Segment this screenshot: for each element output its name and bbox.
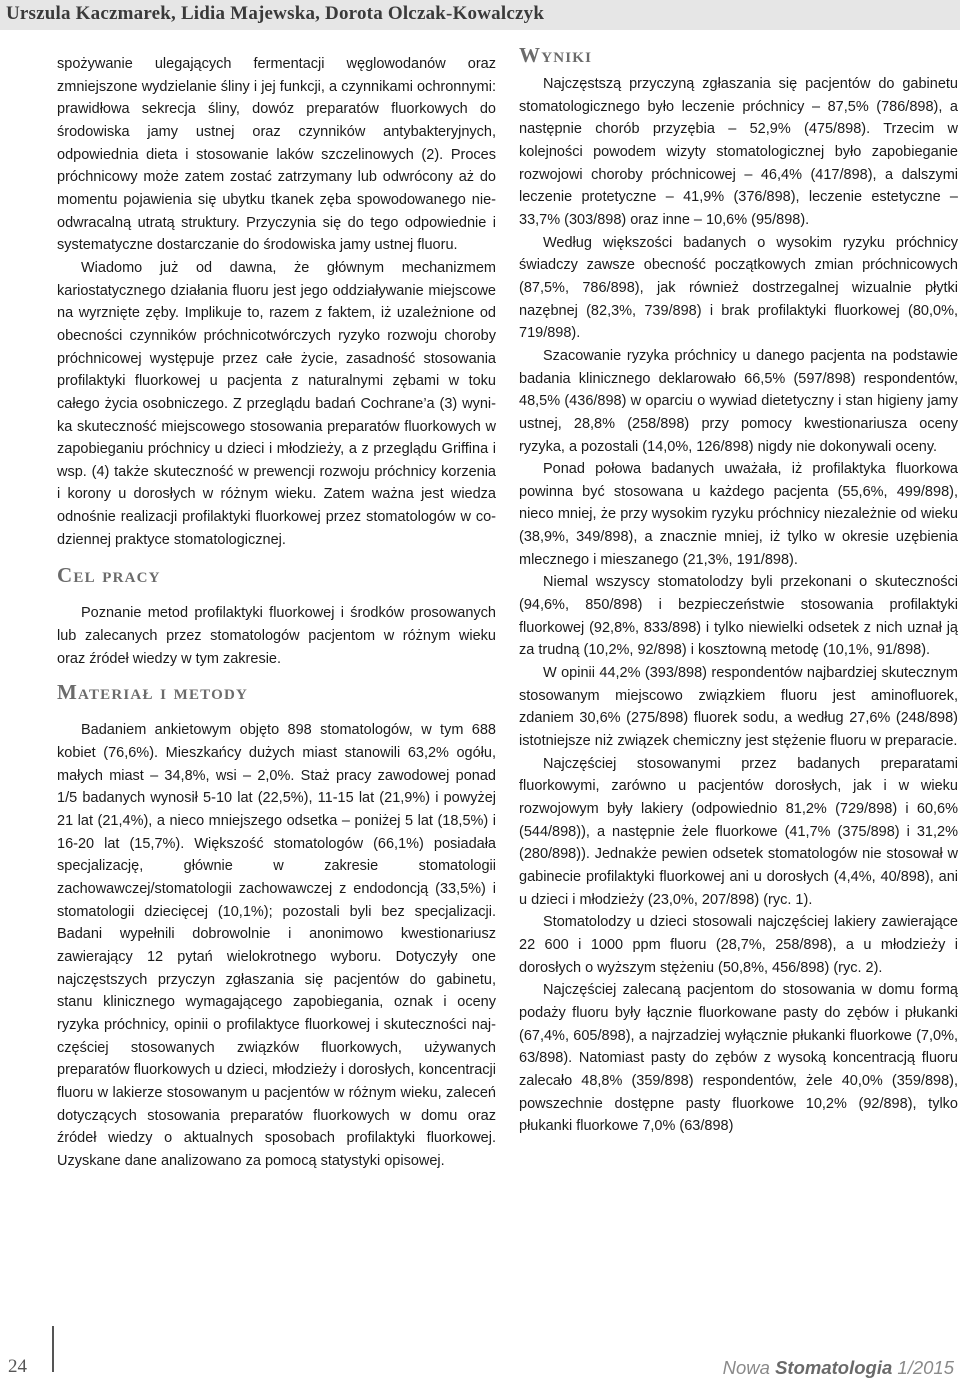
page-number: 24 xyxy=(8,1356,27,1377)
body-paragraph: spożywanie ulegających fermentacji węglowodanów oraz zmniejszone wydzielanie śliny i jej funkcji, a czynnikami ochronnymi: prawidłowa sekrecja śliny, dowóz preparatów fluorkowych do środowiska jamy ustnej oraz czynników antybakteryjnych, odpowiednia dieta i stosowanie laków szczelinowych (2). Proces próchnicowy może zatem zostać zatrzymany lub odwrócony aż do momentu pojawienia się ubytku tkanek zęba spowodowanego nieodwracalną utratą struktury. Przyczynia się do tego odpowiednie i systematyczne dostarczanie do środowiska jamy ustnej fluoru. xyxy=(57,56,496,254)
body-paragraph: Niemal wszyscy stomatolodzy byli przekonani o skuteczności (94,6%, 850/898) i bezpieczeństwie stosowania profilaktyki fluorkowej (92,8%, 833/898) i tylko niewielki odsetek z nich uznał ją za trudną (10,2%, 92/898) i kosztowną metodę (10,1%, 91/898). xyxy=(519,574,958,659)
body-paragraph: Najczęściej zalecaną pacjentom do stosowania w domu formą podaży fluoru były łącznie fluorkowane pasty do zębów i płukanki (67,4%, 605/898), a najrzadziej wyłącznie płukanki fluorkowe (7,0%, 63/898). Natomiast pasty do zębów z wysoką koncentracją fluoru zalecało 48,8% (359/898) respondentów, żele 40,0% (359/898), powszechnie dostępne pasty fluorkowe 10,2% (92/898), tylko płukanki fluorkowe 7,0% (63/898) xyxy=(519,982,958,1135)
body-paragraph: Wiadomo już od dawna, że głównym mechanizmem kariostatycznego działania fluoru jest jego oddziaływanie miejscowe na wyrznięte zęby. Implikuje to, razem z faktem, iż uzależnione od obecności czynników próchnicotwórczych ryzyko rozwoju choroby próchnicowej występuje przez całe życie, zasadność stosowania profilaktyki fluorkowej u pacjenta z naturalnymi zębami w toku całego życia osobniczego. Z przeglądu badań Cochrane’a (3) wynika skuteczność miejscowego stosowania preparatów fluorkowych w zapobieganiu próchnicy u dzieci i młodzieży, a z przeglądu Griffina i wsp. (4) także skuteczność w prewencji rozwoju próchnicy korzenia i korony u dorosłych w różnym wieku. Zatem ważna jest wiedza odnośnie realizacji profilaktyki fluorkowej przez stomatologów w codziennej praktyce stomatologicznej. xyxy=(57,259,496,548)
body-paragraph: Stomatolodzy u dzieci stosowali najczęściej lakiery zawierające 22 600 i 1000 ppm fluoru (28,7%, 258/898), a u młodzieży i dorosłych o wyższym stężeniu (50,8%, 456/898) (ryc. 2). xyxy=(519,914,958,976)
body-paragraph: W opinii 44,2% (393/898) respondentów najbardziej skutecznym stosowanym miejscowo związkiem fluoru jest aminofluorek, zdaniem 30,6% (275/898) fluorek sodu, a według 27,6% (248/898) istotniejsze niż związek chemiczny jest stężenie fluoru w preparacie. xyxy=(519,665,958,750)
left-column xyxy=(57,53,496,1173)
footer-divider xyxy=(52,1326,54,1372)
body-paragraph: Ponad połowa badanych uważała, iż profilaktyka fluorkowa powinna być stosowana u każdego pacjenta (55,6%, 499/898), nieco mniej, że przy wysokim ryzyku próchnicy niezależnie od wieku (38,9%, 349/898), a znacznie mniej, iż tylko w okresie uzębienia mlecznego i mieszanego (21,3%, 191/898). xyxy=(519,461,958,568)
body-paragraph: Najczęściej stosowanymi przez badanych preparatami fluorkowymi, zarówno u pacjentów dorosłych, jak i w wieku rozwojowym były lakiery (odpowiednio 81,2% (729/898) i 60,6% (544/898)), a następnie żele fluorkowe (41,7% (375/898) i 31,2% (280/898)). Jednakże pewien odsetek stomatologów nie stosował w gabinecie profilaktyki fluorkowej ani u dorosłych (4,4%, 40/898), ani u dzieci i młodzieży (23,0%, 207/898) (ryc. 1). xyxy=(519,755,958,908)
body-paragraph: Najczęstszą przyczyną zgłaszania się pacjentów do gabinetu stomatologicznego było leczenie próchnicy – 87,5% (786/898), a następnie chorób przyzębia – 52,9% (475/898). Trzecim w kolejności powodem wizyty stomatologicznej było zapobieganie rozwojowi choroby próchnicowej – 46,4% (417/898), a dalszymi leczenie protetyczne – 41,9% (376/898), leczenie estetyczne – 33,7% (303/898) oraz inne – 10,6% (95/898). xyxy=(519,76,958,228)
body-paragraph: Według większości badanych o wysokim ryzyku próchnicy świadczy zawsze obecność początkowych zmian próchnicowych (87,5%, 786/898), jak również dostrzegalnej wizualnie płytki nazębnej (82,3%, 739/898) i brak profilaktyki fluorkowej (80,0%, 719/898). xyxy=(519,234,958,342)
body-paragraph: Badaniem ankietowym objęto 898 stomatologów, w tym 688 kobiet (76,6%). Mieszkańcy dużych miast stanowili 63,2% ogółu, małych miast – 34,8%, wsi – 2,0%. Staż pracy zawodowej ponad 1/5 badanych wynosił 5-10 lat (22,5%), 11-15 lat (21,9%) i powyżej 21 lat (21,4%), a nieco mniejszego odsetka – poniżej 5 lat (18,5%) i 16-20 lat (15,7%). Większość stomatologów (66,1%) posiadała specjalizację, głównie w zakresie stomatologii zachowawczej/stomatologii zachowawczej z endodoncją (33,5%) i stomatologii dziecięcej (10,1%); pozostali byli bez specjalizacji. Badani wypełnili dobrowolnie i anonimowo kwestionariusz zawierający 12 pytań wielokrotnego wyboru. Dotyczyły one najczęstszych przyczyn zgłaszania się pacjentów do gabinetu, stanu klinicznego wymagającego zapobiegania, oznak i oceny ryzyka próchnicy, opinii o profilaktyce fluorkowej i skuteczności najczęściej stosowanych związków fluorkowych, używanych preparatów fluorkowych u dzieci, młodzieży i dorosłych, koncentracji fluoru w lakierze stosowanym u pacjentów w różnym wieku, zaleceń dotyczących stosowania preparatów fluorkowych w domu oraz źródeł wiedzy o aktualnych sposobach profilaktyki fluorkowej. Uzyskane dane analizowano za pomocą statystyki opisowej. xyxy=(57,722,496,1169)
body-paragraph: Poznanie metod profilaktyki fluorkowej i środków prosowanych lub zalecanych przez stomatologów pacjentom w różnym wieku oraz źródeł wiedzy w tym zakresie. xyxy=(57,605,496,667)
body-paragraph: Szacowanie ryzyka próchnicy u danego pacjenta na podstawie badania klinicznego deklarowało 66,5% (597/898) respondentów, 48,5% (436/898) w oparciu o wywiad dietetyczny i stan higieny jamy ustnej, 28,8% (258/898) przy pomocy kwestionariusza oceny ryzyka, a pozostali (14,0%, 126/898) nigdy nie dokonywali oceny. xyxy=(519,347,958,455)
header-authors: Urszula Kaczmarek, Lidia Majewska, Dorota Olczak-Kowalczyk xyxy=(6,3,545,24)
running-header xyxy=(0,0,960,30)
section-heading-cel-pracy: Cel pracy xyxy=(57,563,161,588)
journal-name: Nowa xyxy=(722,1357,776,1378)
right-column xyxy=(519,73,958,1138)
journal-footer xyxy=(723,1357,954,1379)
section-heading-wyniki: Wyniki xyxy=(519,43,593,67)
journal-name-bold: Stomatologia xyxy=(775,1357,893,1378)
journal-issue: 1/2015 xyxy=(892,1357,954,1378)
section-heading-material-i-metody: Materiał i metody xyxy=(57,680,249,705)
